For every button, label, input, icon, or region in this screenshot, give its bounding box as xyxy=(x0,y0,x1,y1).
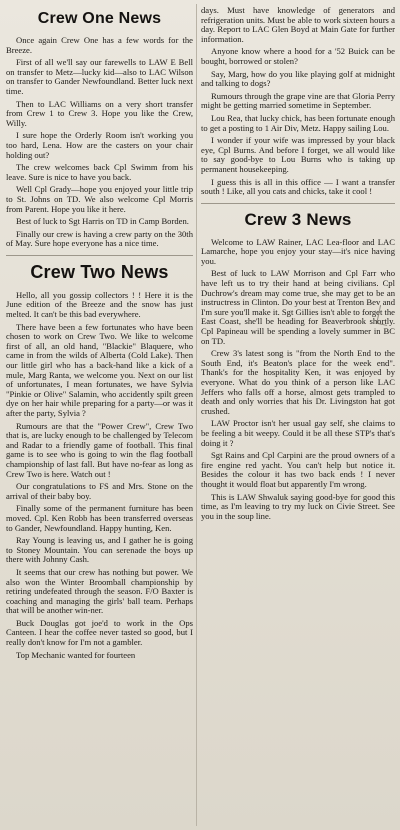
column-divider xyxy=(196,4,197,826)
crew-two-paragraph: Ray Young is leaving us, and I gather he is going to Stoney Mountain. You can serenade the boys up there with Johnny Cash. xyxy=(6,535,193,565)
crew-two-paragraph: Our congratulations to FS and Mrs. Stone on the arrival of their baby boy. xyxy=(6,481,193,501)
crew-three-paragraph: Sgt Rains and Cpl Carpini are the proud owners of a fire engine red yacht. You can't help but notice it. Besides the colour it has two back ends ! I never thought it would float but apparently I'm wrong. xyxy=(201,450,395,489)
crew-three-paragraph: Crew 3's latest song is "from the North End to the South End, it's Beaton's place for the week end". Thank's for the hospitality Ken, it was enjoyed by everyone. What do you think of a person like LAC Jeffers who falls off a horse, almost gets trampled to death and only worries that his Dr. Livingston hat got crushed. xyxy=(201,348,395,416)
continued-paragraph: Say, Marg, how do you like playing golf at midnight and talking to dogs? xyxy=(201,68,395,89)
crew-one-paragraph: Well Cpl Grady—hope you enjoyed your little trip to St. Johns on TD. We also welcome Cpl Morris from Parent. Hope you like it here. xyxy=(6,184,193,214)
crew-one-paragraph: Finally our crew is having a crew party on the 30th of May. Sure hope everyone has a nice time. xyxy=(6,228,193,249)
crew-one-paragraph: Then to LAC Williams on a very short transfer from Crew 1 to Crew 3. Hope you like the Crew, Willy. xyxy=(6,98,193,128)
crew-two-article xyxy=(6,262,193,660)
crew-two-continued xyxy=(201,6,395,197)
crew-one-headline: Crew One News xyxy=(37,10,162,27)
continued-paragraph: days. Must have knowledge of generators and refrigeration units. Must be able to work sixteen hours a day. Report to LAC Glen Boyd at Main Gate for further information. xyxy=(201,5,395,44)
continued-paragraph: Anyone know where a hood for a '52 Buick can be bought, borrowed or stolen? xyxy=(201,46,395,66)
crew-two-paragraph: It seems that our crew has nothing but power. We also won the Winter Broomball championship by retiring undefeated through the season. F/O Baxter is coaching and managing the girls' ball team. Perhaps that will be another win-ner. xyxy=(6,566,193,616)
section-divider xyxy=(6,255,193,256)
crew-one-paragraph: I sure hope the Orderly Room isn't working you too hard, Lena. How are the casters on your chair holding out? xyxy=(6,130,193,160)
crew-one-paragraph: First of all we'll say our farewells to LAW E Bell on transfer to Metz—lucky kid—also to LAC Wilson on transfer to Gander Newfoundland. Better luck next time. xyxy=(6,57,193,96)
crew-three-paragraph: Welcome to LAW Rainer, LAC Lea-floor and LAC Lamarche, hope you enjoy your stay—it's nice having you. xyxy=(201,236,395,266)
crew-two-paragraph: Hello, all you gossip collectors ! ! Here it is the June edition of the Breeze and the snow has just melted. It can't be this bad everywhere. xyxy=(6,289,193,320)
crew-two-paragraph: There have been a few fortunates who have been chosen to work on Crew Two. We like to welcome first of all, an old hand, "Blackie" Blaquere, who came in from the wilds of Alberta (Cold Lake). Then our little girl who has a back-hand like a kick of a mule, Marg Ranta, we welcome you. Next on our list of unfortunates, I mean fortunates, we have Sylvia "Pinkie or Olive" Salamin, who accidently spilt green dye on her hair while preparing for a party—or was it after the party, Sylvia ? xyxy=(6,321,193,418)
section-divider xyxy=(201,203,395,204)
continued-paragraph: I wonder if your wife was impressed by your black eye, Cpl Burns. And before I forget, we all would like to say good-bye to Lou Burns who is taking up permanent housekeeping. xyxy=(201,135,395,174)
left-column xyxy=(6,6,193,663)
right-column xyxy=(201,6,395,524)
crew-three-paragraph: Best of luck to LAW Morrison and Cpl Farr who have left us to try their hand at being civilians. Cpl Duchrow's dream may come true, she may get to be an instructress in Clinton. Do your best at Trenton Bev and I'm sure you'll make it. Sgt Gillies isn't able to forget the East Coast, she'll be heading for Beaverbrook shortly. Cpl Papineau will be spending a lovely summer in BC on TD. xyxy=(201,268,395,346)
crew-three-headline: Crew 3 News xyxy=(244,209,352,229)
crew-one-paragraph: The crew welcomes back Cpl Swimm from his leave. Sure is nice to have you back. xyxy=(6,162,193,182)
crew-one-article xyxy=(6,10,193,249)
continued-paragraph: I guess this is all in this office — I want a transfer south ! Like, all you cats and chicks, take it cool ! xyxy=(201,176,395,197)
crew-one-paragraph: Once again Crew One has a few words for the Breeze. xyxy=(6,35,193,55)
crew-three-article xyxy=(201,210,395,522)
continued-paragraph: Rumours through the grape vine are that Gloria Perry might be getting married sometime in September. xyxy=(201,90,395,111)
continued-paragraph: Lou Rea, that lucky chick, has been fortunate enough to get a posting to 1 Air Div, Metz. Happy sailing Lou. xyxy=(201,112,395,133)
crew-two-paragraph: Rumours are that the "Power Crew", Crew Two that is, are lucky enough to be challenged by Telecom and Radar to a friendly game of football. This final game is to see who is going to win the flag football championship of last fall. But have no-fear as long as Crew Two is here. Watch out ! xyxy=(6,420,193,479)
crew-two-paragraph: Buck Douglas got joe'd to work in the Ops Canteen. I hear the coffee never tasted so good, but I really don't know for I'm not a gambler. xyxy=(6,617,193,648)
crew-two-headline: Crew Two News xyxy=(30,261,169,282)
crew-two-paragraph: Finally some of the permanent furniture has been moved. Cpl. Ken Robb has been transferred overseas to Gander, Newfoundland. Happy hunting, Ken. xyxy=(6,503,193,533)
crew-two-paragraph: Top Mechanic wanted for fourteen xyxy=(16,649,136,660)
crew-three-paragraph: LAW Proctor isn't her usual gay self, she claims to be feeling a bit weepy. Could it be all these STP's that's doing it ? xyxy=(201,418,395,448)
crew-one-paragraph: Best of luck to Sgt Harris on TD in Camp Borden. xyxy=(16,216,189,227)
crew-three-paragraph: This is LAW Shwaluk saying good-bye for good this time, as I'm leaving to try my luck on Civie Street. See you in the soup line. xyxy=(201,491,395,521)
